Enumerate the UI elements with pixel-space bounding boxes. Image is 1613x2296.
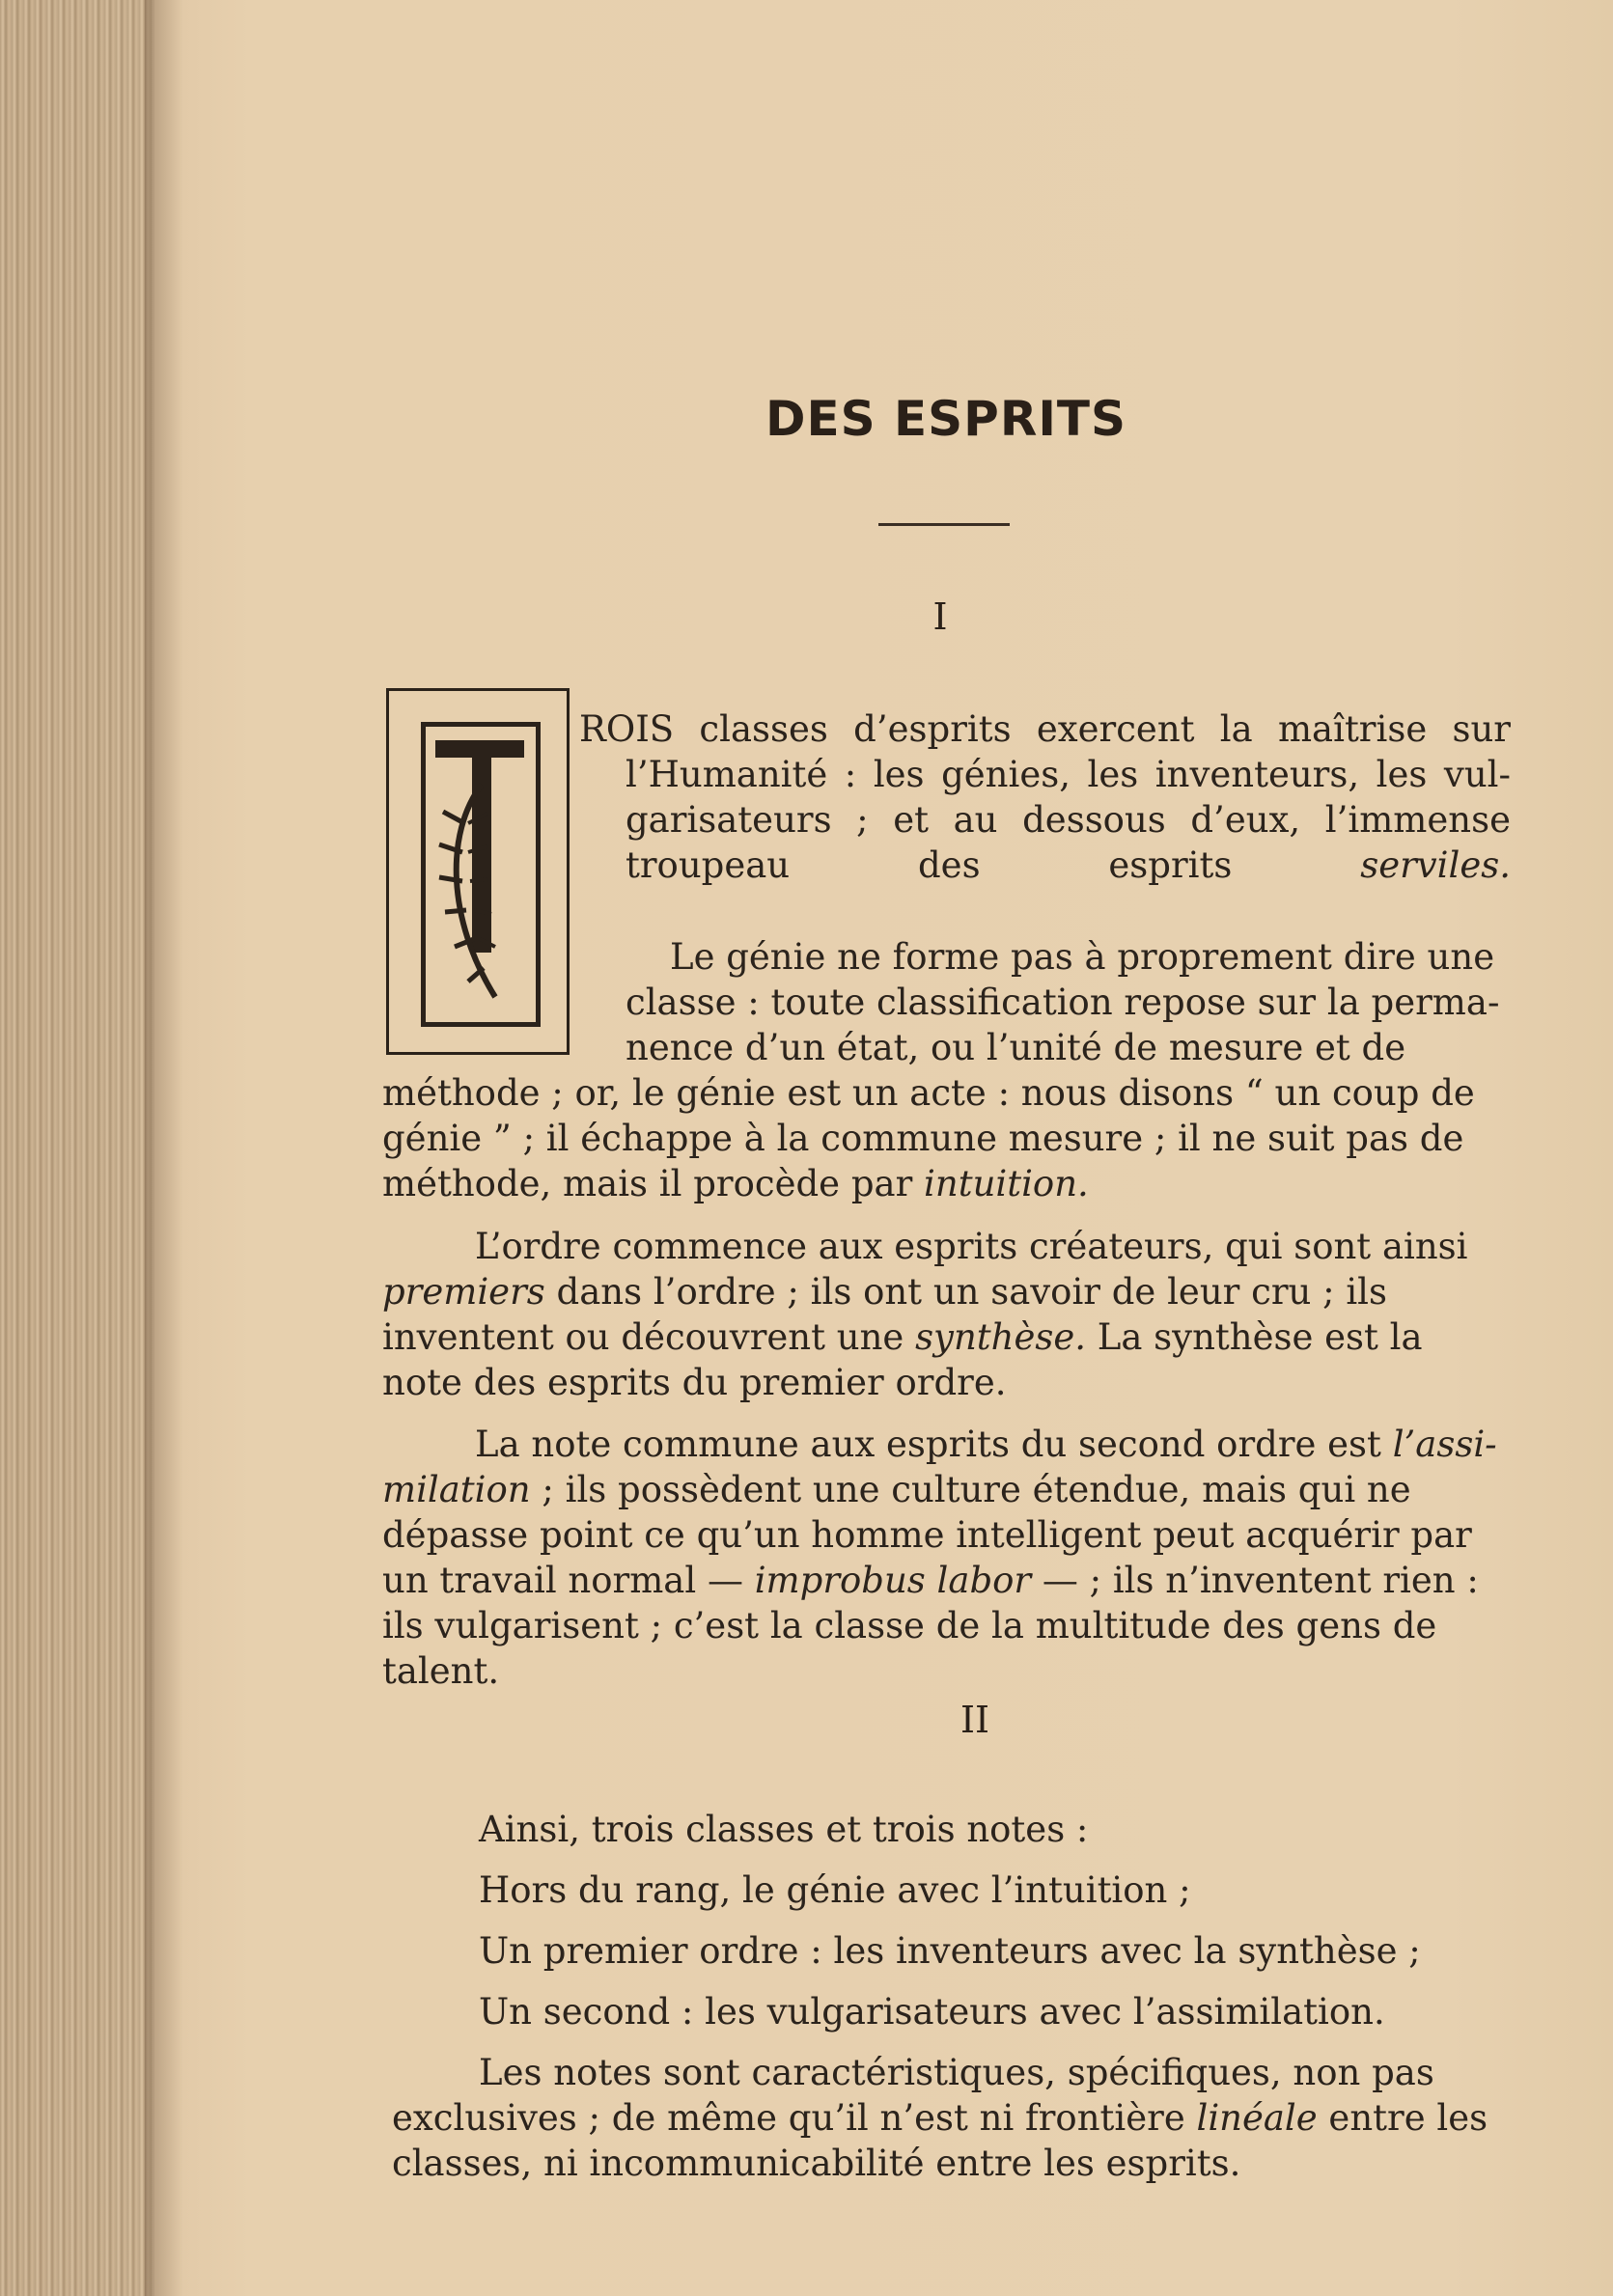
p1-line-1: ROIS classes d’esprits exercent la maîtrise sur [579,708,1511,750]
p4-line-4-text-c: — ; ils n’inventent rien : [1031,1560,1479,1601]
p1-line-2: l’Humanité : les génies, les inventeurs, les vul- [626,754,1511,795]
p4-line-5: ils vulgarisent ; c’est la classe de la multitude des gens de [382,1605,1437,1646]
p3-line-1: L’ordre commence aux esprits créateurs, qui sont ainsi [475,1226,1468,1267]
p2-line-2: classe : toute classification repose sur la perma- [626,982,1500,1023]
p4-line-3: dépasse point ce qu’un homme intelligent peut acquérir par [382,1514,1472,1556]
dropcap-letter-text: T [426,712,436,731]
p6-line-2-text-a: exclusives ; de même qu’il n’est ni frontière [392,2097,1197,2139]
p3-line-4: note des esprits du premier ordre. [382,1362,1007,1403]
p1-line-3: garisateurs ; et au dessous d’eux, l’immense [626,799,1511,841]
chapter-title: DES ESPRITS [765,391,1127,447]
p4-line-2-text: ; ils possèdent une culture étendue, mais qui ne [530,1469,1411,1510]
p6-line-1: Les notes sont caractéristiques, spécifiques, non pas [479,2052,1434,2093]
dropcap-inner-frame [421,712,541,1027]
dropcap-letter-t [426,712,536,1022]
p2-line-6-italic: intuition. [924,1163,1089,1204]
p6-line-3: classes, ni incommunicabilité entre les esprits. [392,2143,1241,2184]
p4-line-1-text: La note commune aux esprits du second ordre est [475,1424,1393,1465]
p1-line-4-italic: serviles. [1360,844,1511,886]
paragraph-2-wrap-a [626,934,1512,1070]
p4-line-4-italic: improbus labor [754,1560,1032,1601]
p1-line-4-text: troupeau des esprits [626,844,1361,886]
p4-line-4-text-a: un travail normal — [382,1560,755,1601]
paragraph-2-wrap-b [382,1070,1512,1206]
p4-line-2-italic: milation [382,1469,531,1510]
title-rule [878,523,1010,526]
p5-line-1: Ainsi, trois classes et trois notes : [479,1809,1089,1850]
p4-line-1-italic: l’assi- [1392,1424,1497,1465]
p5-line-4: Un second : les vulgarisateurs avec l’assimilation. [479,1991,1385,2033]
p4-line-4 [382,1558,1516,1603]
paragraph-5 [479,1799,1512,2042]
p3-line-3 [382,1314,1512,1360]
p3-line-2-italic: premiers [382,1271,545,1313]
p4-line-2 [382,1467,1516,1512]
p3-line-3-italic: synthèse. [915,1316,1087,1358]
paragraph-3 [382,1224,1512,1405]
page-edge [0,0,154,2296]
paragraph-1 [579,706,1511,888]
p4-line-1 [475,1422,1516,1467]
p3-line-2-text: dans l’ordre ; ils ont un savoir de leur cru ; ils [544,1271,1387,1313]
p6-line-2-italic: linéale [1196,2097,1318,2139]
p2-line-1: Le génie ne forme pas à proprement dire une [670,936,1495,978]
p2-line-5: génie ” ; il échappe à la commune mesure ; il ne suit pas de [382,1118,1464,1159]
p3-line-2 [382,1269,1512,1314]
p5-line-3: Un premier ordre : les inventeurs avec la synthèse ; [479,1930,1421,1972]
p3-line-3-text-a: inventent ou découvrent une [382,1316,916,1358]
p2-line-6-text: méthode, mais il procède par [382,1163,925,1204]
p5-line-2: Hors du rang, le génie avec l’intuition ; [479,1869,1191,1911]
p4-line-6: talent. [382,1650,500,1692]
p3-line-3-text-c: La synthèse est la [1086,1316,1423,1358]
dropcap-frame [386,688,570,1055]
p6-line-2 [392,2095,1521,2141]
p1-line-4 [626,843,1511,888]
paragraph-4 [382,1422,1516,1694]
paragraph-6 [392,2050,1521,2186]
p2-line-3: nence d’un état, ou l’unité de mesure et de [626,1027,1406,1068]
section-number-2: II [959,1699,990,1741]
p6-line-2-text-c: entre les [1317,2097,1488,2139]
p2-line-6 [382,1161,1512,1206]
gutter-shadow [145,0,183,2296]
p2-line-4: méthode ; or, le génie est un acte : nous disons “ un coup de [382,1072,1475,1114]
section-number-1: I [932,595,948,638]
